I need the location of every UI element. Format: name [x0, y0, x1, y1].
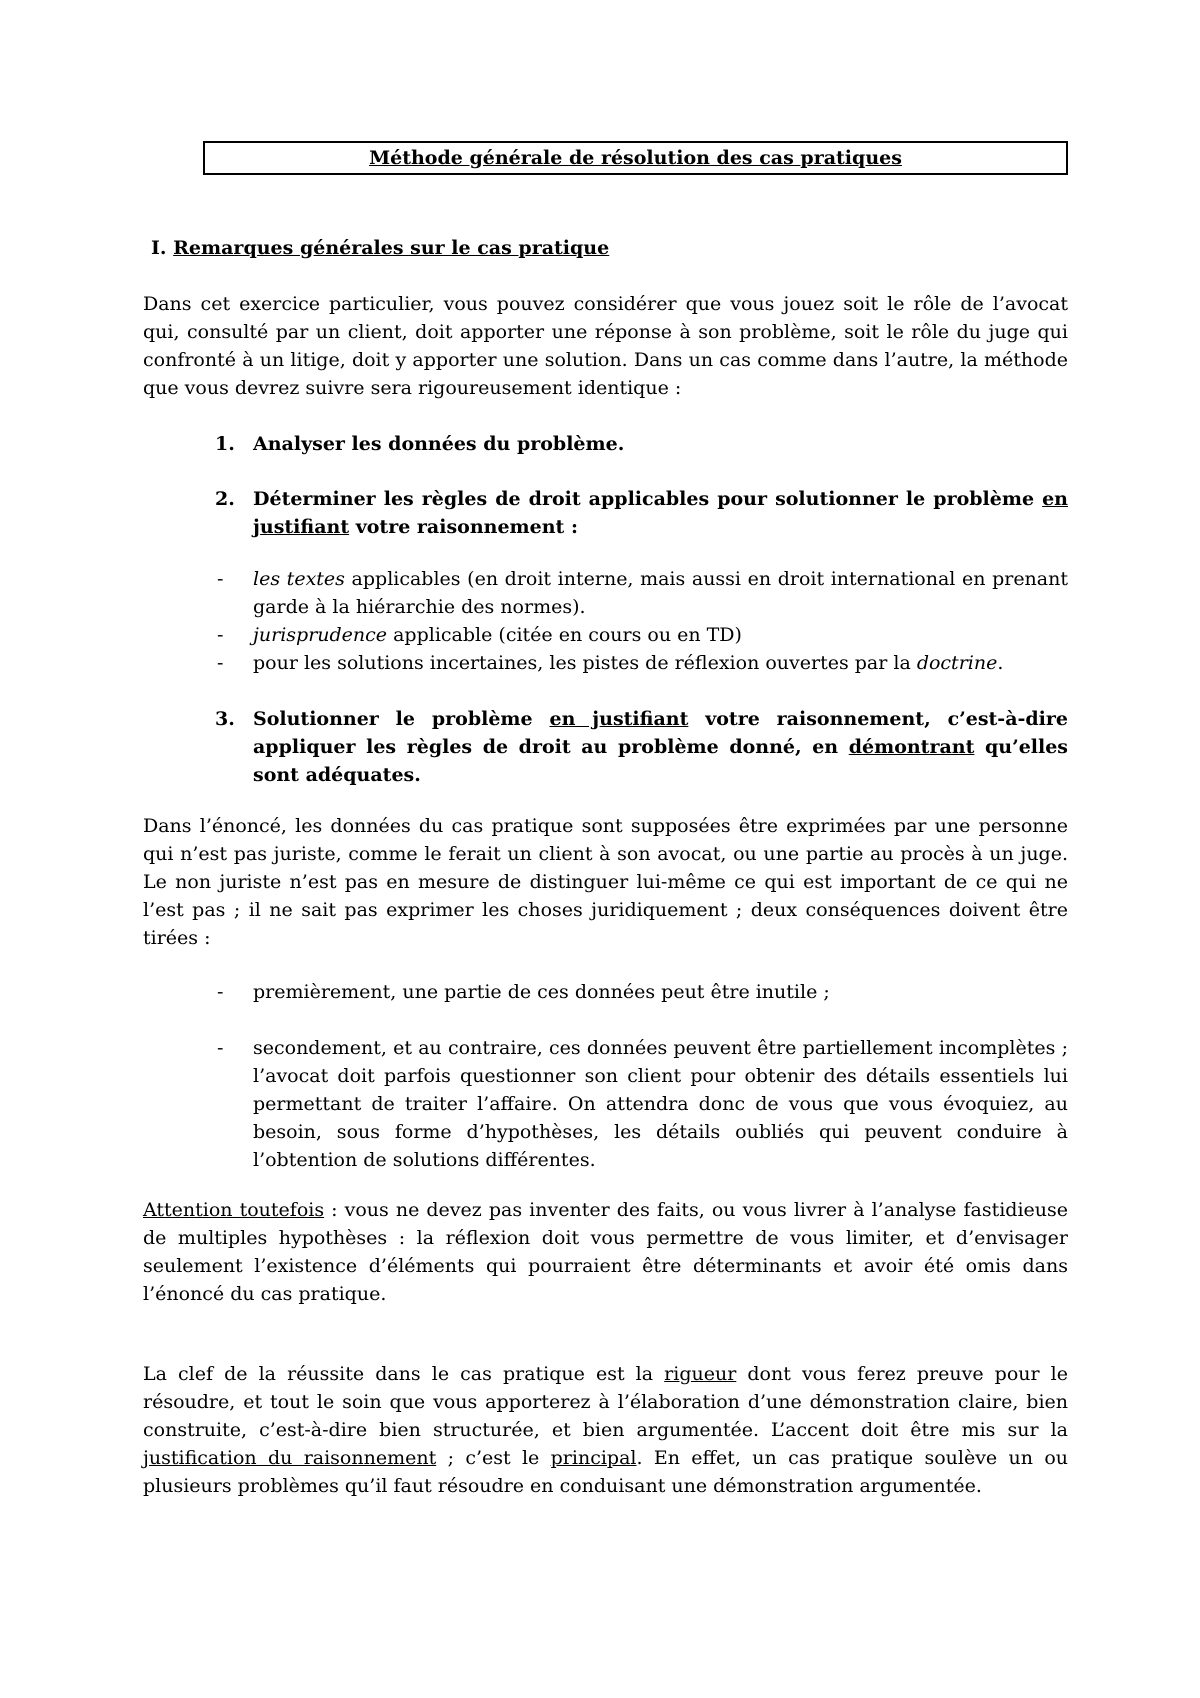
step-3-part: votre raisonnement, c’est-à-dire appliquer les règles de droit au problème donné, en — [253, 708, 1068, 758]
step-3-underlined: en justifiant — [549, 708, 689, 730]
section-number: I. — [151, 237, 167, 259]
step-3-number: 3. — [215, 708, 235, 730]
bullet-emphasis: doctrine — [916, 652, 998, 674]
bullet-item-texts — [253, 565, 1068, 621]
step-1-number: 1. — [215, 433, 235, 455]
step-2-part: votre raisonnement : — [349, 516, 578, 538]
document-title: Méthode générale de résolution des cas pratiques — [203, 141, 1068, 175]
consequence-two: secondement, et au contraire, ces données peuvent être partiellement incomplètes ; l’avocat doit parfois questionner son client pour obtenir des détails essentiels lui permettant de traiter l’affaire. On attendra donc de vous que vous évoquiez, au besoin, sous forme d’hypothèses, les détails oubliés qui peuvent conduire à l’obtention de solutions différentes. — [253, 1037, 1068, 1171]
bullet-dash: - — [217, 1037, 224, 1059]
attention-text: : vous ne devez pas inventer des faits, ou vous livrer à l’analyse fastidieuse de multiples hypothèses : la réflexion doit vous permettre de vous limiter, et d’envisager seulement l’existence d’éléments qui pourraient être déterminants et avoir été omis dans l’énoncé du cas pratique. — [143, 1199, 1068, 1305]
bullet-dash: - — [217, 652, 224, 674]
paragraph-two: Dans l’énoncé, les données du cas pratique sont supposées être exprimées par une personne qui n’est pas juriste, comme le ferait un client à son avocat, ou une partie au procès à un juge. Le non juriste n’est pas en mesure de distinguer lui-même ce qui est important de ce qui ne l’est pas ; il ne sait pas exprimer les choses juridiquement ; deux conséquences doivent être tirées : — [143, 815, 1068, 949]
step-2-part: Déterminer les règles de droit applicables pour solutionner le problème — [253, 488, 1043, 510]
step-3-underlined: démontrant — [848, 736, 975, 758]
bullet-dash: - — [217, 568, 224, 590]
final-part: ; c’est le — [436, 1447, 551, 1469]
bullet-emphasis: jurisprudence — [253, 624, 388, 646]
attention-label: Attention toutefois — [143, 1199, 325, 1221]
final-part: dont vous ferez preuve pour le résoudre, et tout le soin que vous apporterez à l’élaboration d’une démonstration claire, bien construite, c’est-à-dire bien structurée, et bien argumentée. L’accent doit être mis sur la — [143, 1363, 1068, 1441]
step-2-number: 2. — [215, 488, 235, 510]
bullet-item-doctrine — [253, 649, 1068, 677]
step-3-part: qu’elles sont adéquates. — [253, 736, 1068, 786]
final-underlined: rigueur — [664, 1363, 737, 1385]
section-heading — [151, 234, 609, 262]
step-3-text — [253, 705, 1068, 789]
step-2-text — [253, 485, 1068, 541]
final-part: . En effet, un cas pratique soulève un ou plusieurs problèmes qu’il faut résoudre en conduisant une démonstration argumentée. — [143, 1447, 1069, 1497]
intro-paragraph: Dans cet exercice particulier, vous pouvez considérer que vous jouez soit le rôle de l’avocat qui, consulté par un client, doit apporter une réponse à son problème, soit le rôle du juge qui confronté à un litige, doit y apporter une solution. Dans un cas comme dans l’autre, la méthode que vous devrez suivre sera rigoureusement identique : — [143, 293, 1068, 399]
bullet-text: . — [997, 652, 1004, 674]
final-underlined: justification du raisonnement — [143, 1447, 437, 1469]
bullet-text: pour les solutions incertaines, les pistes de réflexion ouvertes par la — [253, 652, 917, 674]
step-1-text: Analyser les données du problème. — [253, 433, 625, 455]
final-part: La clef de la réussite dans le cas pratique est la — [143, 1363, 665, 1385]
section-title: Remarques générales sur le cas pratique — [173, 237, 610, 259]
final-paragraph — [143, 1360, 1068, 1500]
bullet-emphasis: les textes — [253, 568, 345, 590]
consequence-one: premièrement, une partie de ces données peut être inutile ; — [253, 981, 830, 1003]
step-2-underlined: en justifiant — [253, 488, 1068, 538]
bullet-item-jurisprudence — [253, 621, 1068, 649]
attention-paragraph — [143, 1196, 1068, 1308]
final-underlined: principal — [550, 1447, 637, 1469]
bullet-text: applicables (en droit interne, mais aussi en droit international en prenant garde à la hiérarchie des normes). — [253, 568, 1068, 618]
step-3-part: Solutionner le problème — [253, 708, 550, 730]
bullet-dash: - — [217, 981, 224, 1003]
bullet-text: applicable (citée en cours ou en TD) — [387, 624, 742, 646]
bullet-dash: - — [217, 624, 224, 646]
